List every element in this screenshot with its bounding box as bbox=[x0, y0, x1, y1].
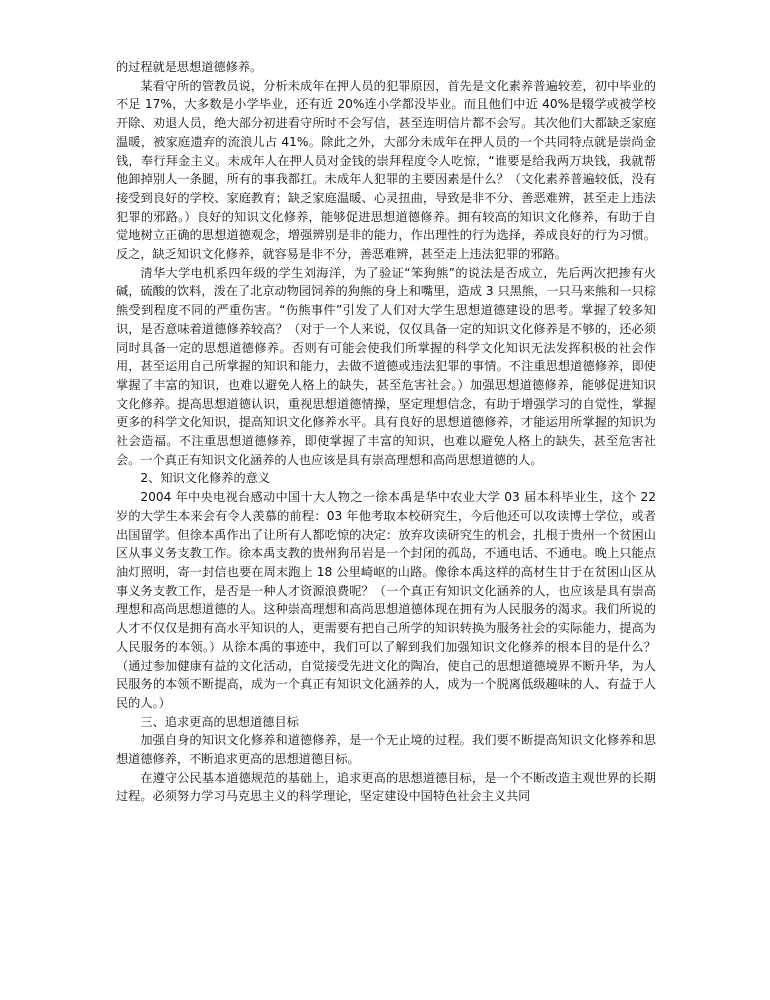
paragraph-continuation: 的过程就是思想道德修养。 bbox=[116, 60, 263, 74]
document-page bbox=[116, 58, 656, 806]
section-heading-significance: 2、知识文化修养的意义 bbox=[140, 471, 271, 486]
paragraph-tsinghua-bear-case: 清华大学电机系四年级的学生刘海洋，为了验证“笨狗熊”的说法是否成立，先后两次把掺有火碱，硫酸的饮料，泼在了北京动物园饲养的狗熊的身上和嘴里，造成 3 只黑熊，一只马来熊和一只棕熊受到程度不同的严重伤害。“伤熊事件”引发了人们对大学生思想道德建设的思考。掌握了较多知识，是否意味着道德修养较高？（对于一个人来说，仅仅具备一定的知识文化修养是不够的，还必须同时具备一定的思想道德修养。否则有可能会使我们所掌握的科学文化知识无法发挥积极的社会作用，甚至运用自己所掌握的知识和能力，去做不道德或违法犯罪的事情。不注重思想道德修养，即使掌握了丰富的知识，也难以避免人格上的缺失，甚至危害社会。）加强思想道德修养，能够促进知识文化修养。提高思想道德认识，重视思想道德情操，坚定理想信念，有助于增强学习的自觉性，掌握更多的科学文化知识，提高知识文化修养水平。具有良好的思想道德修养，才能运用所掌握的知识为社会造福。不注重思想道德修养，即使掌握了丰富的知识，也难以避免人格上的缺失，甚至危害社会。一个真正有知识文化涵养的人也应该是具有崇高理想和高尚思想道德的人。 bbox=[116, 265, 656, 467]
paragraph-basic-moral-norms: 在遵守公民基本道德规范的基础上，追求更高的思想道德目标，是一个不断改造主观世界的长期过程。必须努力学习马克思主义的科学理论，坚定建设中国特色社会主义共同 bbox=[116, 770, 656, 804]
paragraph-detention-center-case: 某看守所的管教员说，分析未成年在押人员的犯罪原因，首先是文化素养普遍较差，初中毕业的不足 17%，大多数是小学毕业，还有近 20%连小学都没毕业。而且他们中近 40%是辍学或被学校开除、劝退人员，绝大部分初进看守所时不会写信，甚至连明信片都不会写。其次他们大都缺乏家庭温暖，被家庭遗弃的流浪儿占 41%。除此之外，大部分未成年在押人员的一个共同特点就是崇尚金钱，奉行拜金主义。未成年人在押人员对金钱的崇拜程度令人吃惊，“谁要是给我两万块钱，我就帮他卸掉别人一条腿，所有的事我都扛。未成年人犯罪的主要因素是什么？（文化素养普遍较低，没有接受到良好的学校、家庭教育；缺乏家庭温暖、心灵扭曲，导致是非不分、善恶难辨，甚至走上违法犯罪的邪路。）良好的知识文化修养，能够促进思想道德修养。拥有较高的知识文化修养，有助于自觉地树立正确的思想道德观念，增强辨别是非的能力，作出理性的行为选择，养成良好的行为习惯。反之，缺乏知识文化修养，就容易是非不分，善恶难辨，甚至走上违法犯罪的邪路。 bbox=[116, 78, 656, 262]
paragraph-endless-process: 加强自身的知识文化修养和道德修养，是一个无止境的过程。我们要不断提高知识文化修养和思想道德修养，不断追求更高的思想道德目标。 bbox=[116, 733, 656, 767]
section-heading-higher-goals: 三、追求更高的思想道德目标 bbox=[140, 714, 299, 729]
paragraph-xu-benyu-case: 2004 年中央电视台感动中国十大人物之一徐本禹是华中农业大学 03 届本科毕业生，这个 22 岁的大学生本来会有令人羡慕的前程：03 年他考取本校研究生，今后他还可以攻读博士学位，或者出国留学。但徐本禹作出了让所有人都吃惊的决定：放弃攻读研究生的机会，扎根于贵州一个贫困山区从事义务支教工作。徐本禹支教的贵州狗吊岩是一个封闭的孤岛，不通电话、不通电。晚上只能点油灯照明，寄一封信也要在周末跑上 18 公里崎岖的山路。像徐本禹这样的高材生甘于在贫困山区从事义务支教工作，是否是一种人才资源浪费呢？（一个真正有知识文化涵养的人，也应该是具有崇高理想和高尚思想道德的人。这种崇高理想和高尚思想道德体现在拥有为人民服务的渴求。我们所说的人才不仅仅是拥有高水平知识的人，更需要有把自己所学的知识转换为服务社会的实际能力，提高为人民服务的本领。）从徐本禹的事迹中，我们可以了解到我们加强知识文化修养的根本目的是什么？（通过参加健康有益的文化活动，自觉接受先进文化的陶冶，使自己的思想道德境界不断升华，为人民服务的本领不断提高，成为一个真正有知识文化涵养的人，成为一个脱离低级趣味的人、有益于人民的人。） bbox=[116, 490, 656, 710]
